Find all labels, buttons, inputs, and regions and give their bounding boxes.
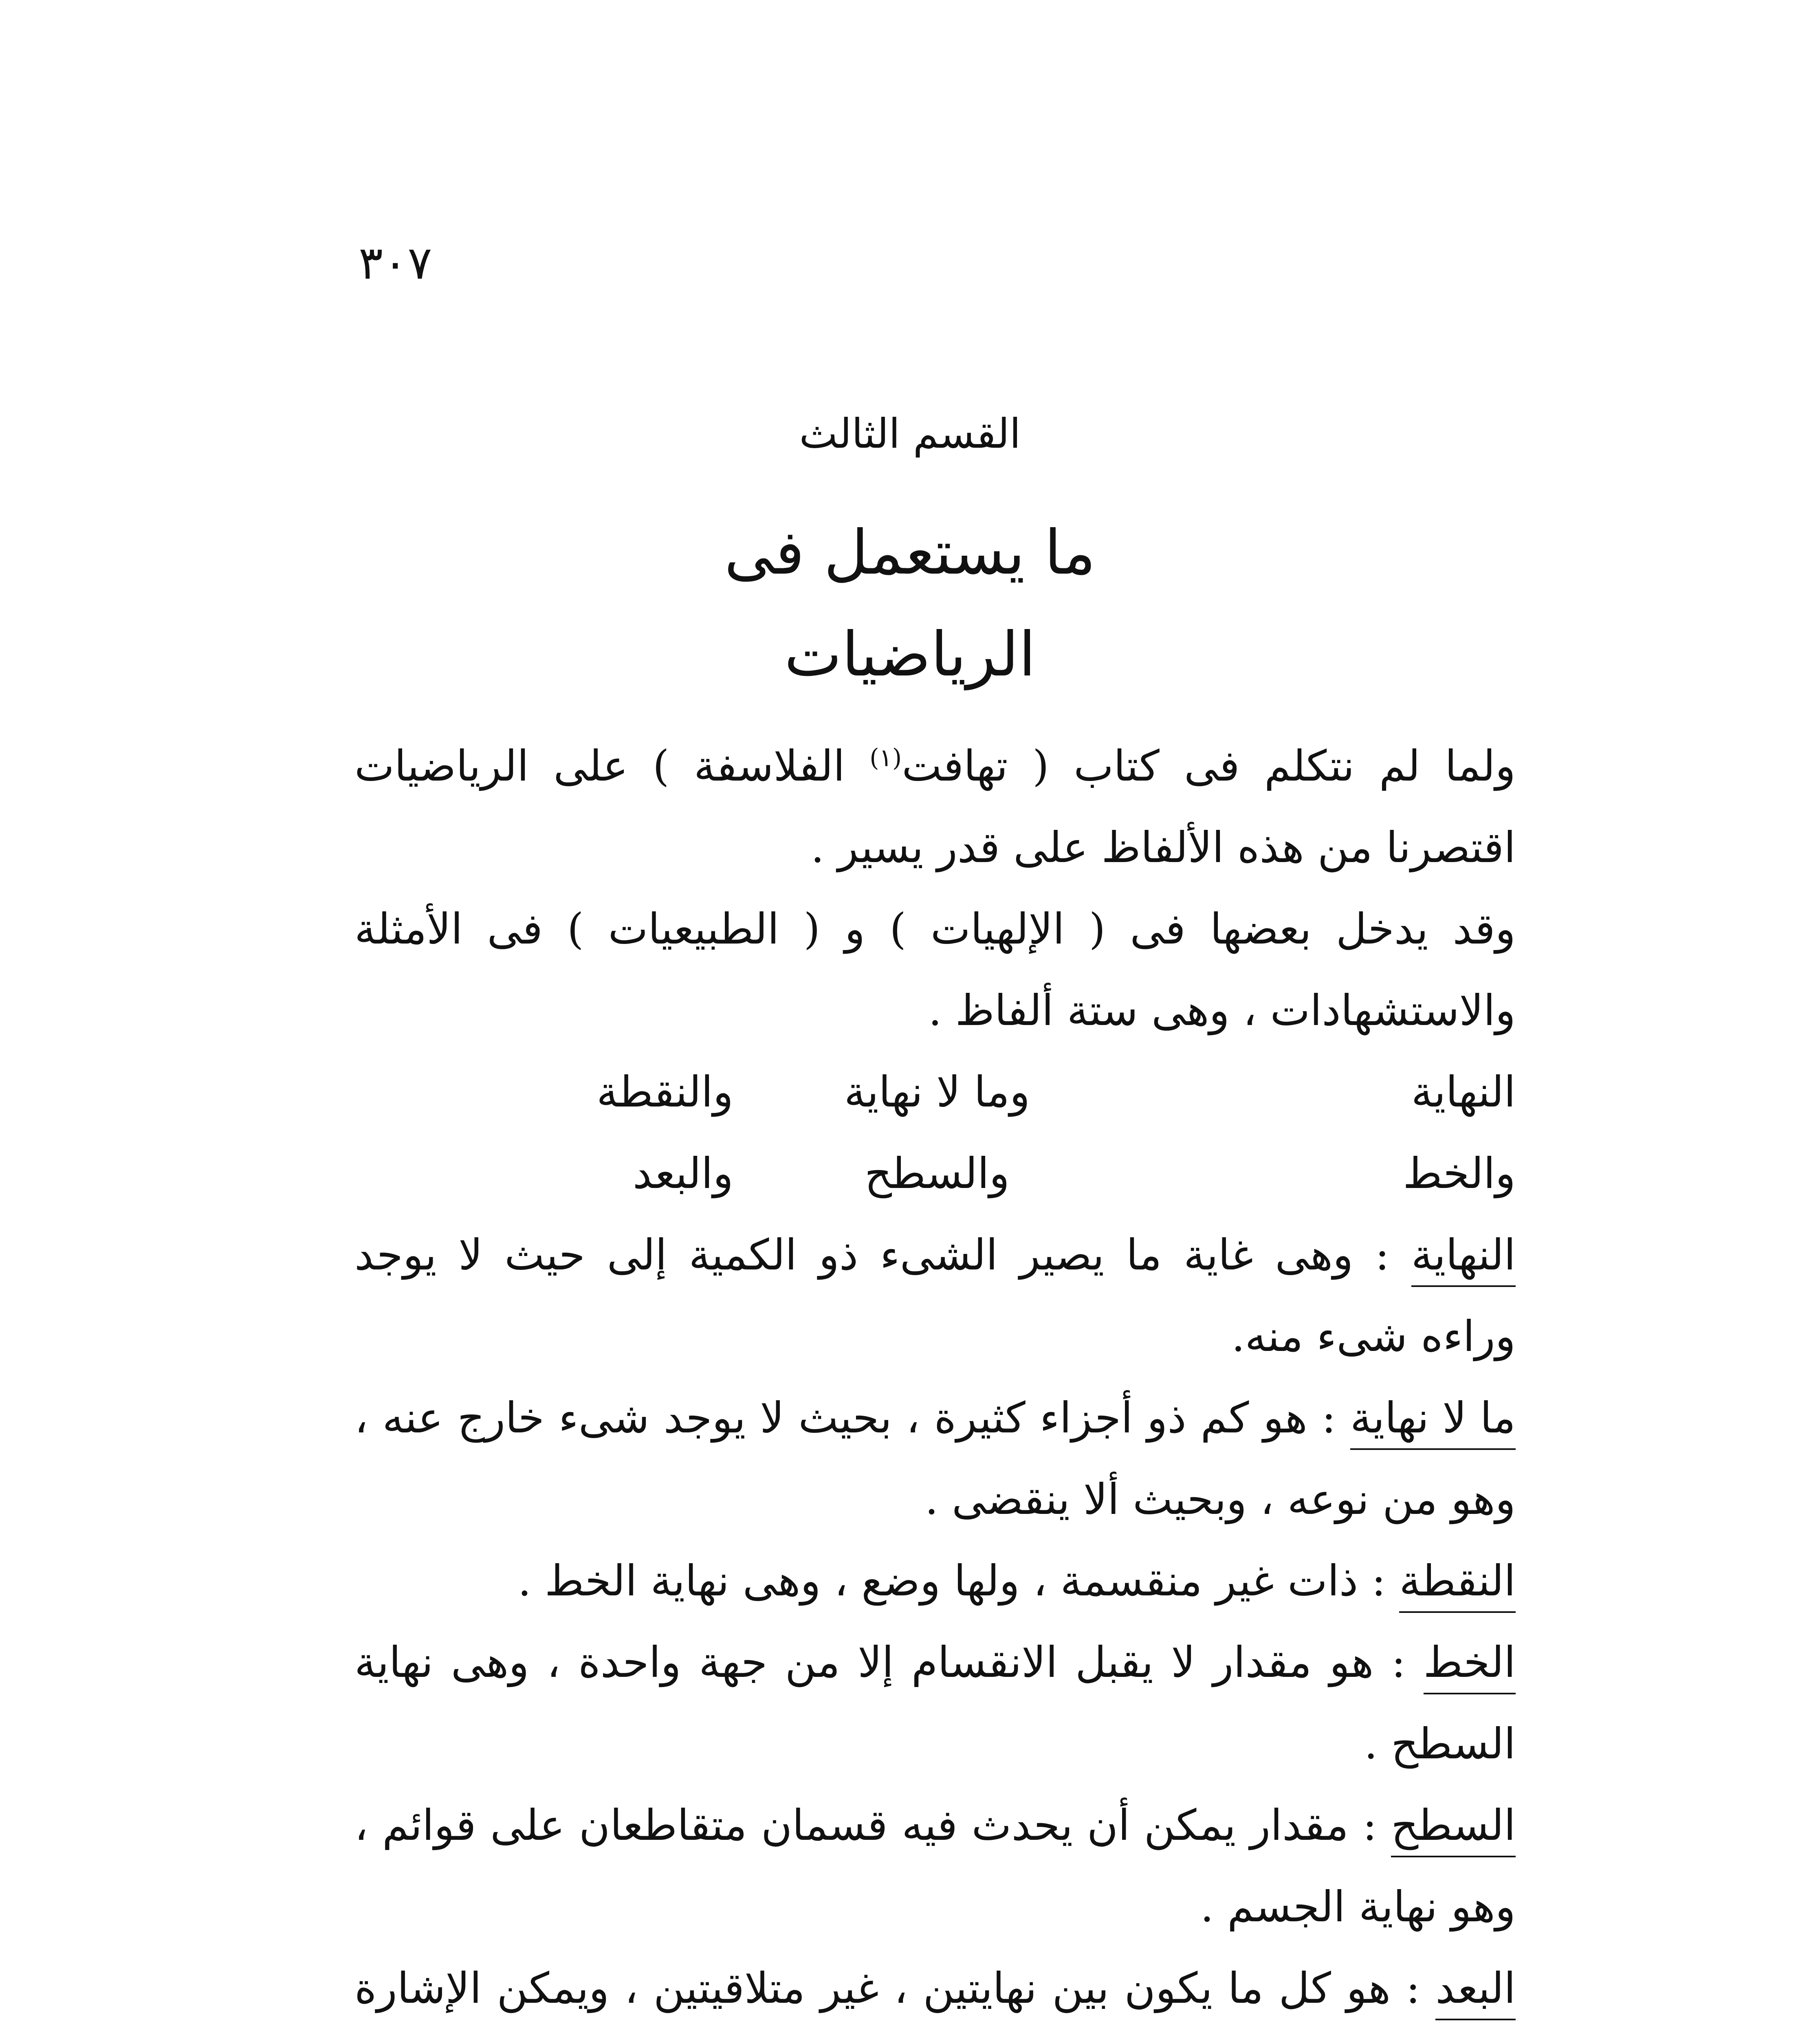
definition-term: النهاية (1411, 1224, 1516, 1287)
footnote-marker: (١) (869, 744, 902, 772)
definition-term: البعد (1435, 1958, 1516, 2020)
definition-term: النقطة (1399, 1550, 1516, 1613)
section-title-line-2: الرياضيات (784, 619, 1036, 690)
definition-text: : هو مقدار لا يقبل الانقسام إلا من جهة واحدة ، وهى نهاية السطح . (354, 1637, 1516, 1769)
definition-term: ما لا نهاية (1350, 1387, 1516, 1450)
definition-paragraph (354, 1621, 1516, 1784)
definition-term: السطح (1391, 1795, 1516, 1857)
section-title-line-1: ما يستعمل فى (724, 517, 1096, 588)
definition-paragraph (354, 1784, 1516, 1947)
term-list-item: والنقطة (596, 1067, 733, 1117)
definition-text: : مقدار يمكن أن يحدث فيه قسمان متقاطعان على قوائم ، وهو نهاية الجسم . (354, 1800, 1516, 1931)
definition-paragraph (354, 1377, 1516, 1540)
definition-text: : هو كل ما يكون بين نهايتين ، غير متلاقيتين ، ويمكن الإشارة (354, 1963, 1420, 2013)
term-list-item: والخط (1403, 1148, 1516, 1198)
intro-paragraph-2: وقد يدخل بعضها فى ( الإلهيات ) و ( الطبيعيات ) فى الأمثلة والاستشهادات ، وهى ستة ألفاظ . (354, 904, 1516, 1035)
definition-text: : وهى غاية ما يصير الشىء ذو الكمية إلى حيث لا يوجد وراءه شىء منه. (354, 1230, 1516, 1361)
definition-term: الخط (1424, 1632, 1516, 1694)
term-list-item: وما لا نهاية (844, 1067, 1030, 1117)
term-list-item: النهاية (1411, 1067, 1516, 1117)
definition-paragraph (354, 1947, 1516, 2037)
definition-text: : هو كم ذو أجزاء كثيرة ، بحيث لا يوجد شىء خارج عنه ، وهو من نوعه ، وبحيث ألا ينقضى . (354, 1393, 1516, 1524)
definition-paragraph (354, 1540, 1516, 1621)
part-heading: القسم الثالث (799, 410, 1021, 458)
term-list (354, 1051, 1516, 1214)
term-list-item: والبعد (633, 1148, 733, 1198)
definition-text: : ذات غير منقسمة ، ولها وضع ، وهى نهاية الخط . (517, 1556, 1400, 1606)
intro-p1-after-note: الفلاسفة ) على الرياضيات اقتصرنا من هذه الألفاظ على قدر يسير . (354, 741, 1516, 872)
intro-p1-before-note: ولما لم نتكلم فى كتاب ( تهافت (902, 741, 1516, 791)
definition-paragraph (354, 1214, 1516, 1377)
term-list-item: والسطح (864, 1148, 1010, 1198)
main-text (354, 725, 1516, 2037)
page-number: ٣٠٧ (359, 237, 432, 290)
intro-paragraph-1 (354, 725, 1516, 888)
